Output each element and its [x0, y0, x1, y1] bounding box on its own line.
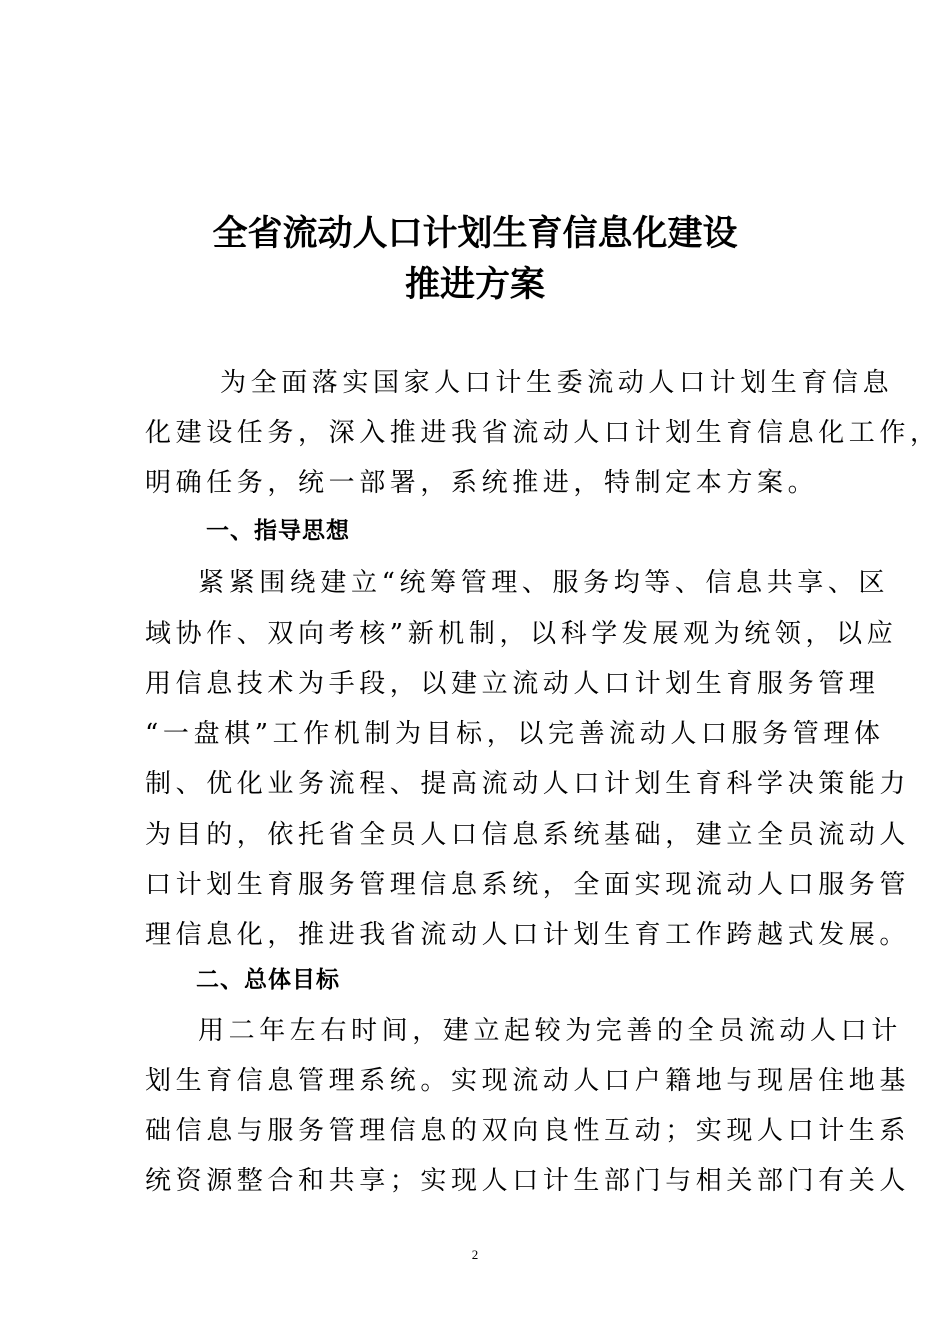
section2-line-3: 础信息与服务管理信息的双向良性互动；实现人口计生系: [145, 1116, 911, 1146]
document-title-line-1: 全省流动人口计划生育信息化建设: [212, 214, 738, 254]
section1-line-2: 域协作、双向考核”新机制，以科学发展观为统领，以应: [145, 619, 898, 649]
section1-line-5: 制、优化业务流程、提高流动人口计划生育科学决策能力: [145, 769, 911, 799]
section2-line-2: 划生育信息管理系统。实现流动人口户籍地与现居住地基: [145, 1066, 911, 1096]
section1-line-6: 为目的，依托省全员人口信息系统基础，建立全员流动人: [145, 820, 911, 850]
section-heading-overall-goals: 二、总体目标: [196, 967, 340, 993]
section1-line-3: 用信息技术为手段，以建立流动人口计划生育服务管理: [145, 669, 880, 699]
intro-line-2: 化建设任务，深入推进我省流动人口计划生育信息化工作，: [145, 418, 941, 448]
section1-line-8: 理信息化，推进我省流动人口计划生育工作跨越式发展。: [145, 920, 911, 950]
section1-line-1: 紧紧围绕建立“统筹管理、服务均等、信息共享、区: [198, 568, 890, 598]
section1-line-4: “一盘棋”工作机制为目标，以完善流动人口服务管理体: [145, 719, 885, 749]
page-number: 2: [471, 1247, 479, 1262]
document-title-line-2: 推进方案: [404, 265, 545, 305]
section2-line-1: 用二年左右时间，建立起较为完善的全员流动人口计: [198, 1016, 902, 1046]
section1-line-7: 口计划生育服务管理信息系统，全面实现流动人口服务管: [145, 870, 911, 900]
intro-line-1: 为全面落实国家人口计生委流动人口计划生育信息: [220, 368, 894, 398]
section2-line-4: 统资源整合和共享；实现人口计生部门与相关部门有关人: [145, 1166, 911, 1196]
section-heading-guiding-ideology: 一、指导思想: [206, 518, 350, 544]
intro-line-3: 明确任务，统一部署，系统推进，特制定本方案。: [145, 468, 819, 498]
